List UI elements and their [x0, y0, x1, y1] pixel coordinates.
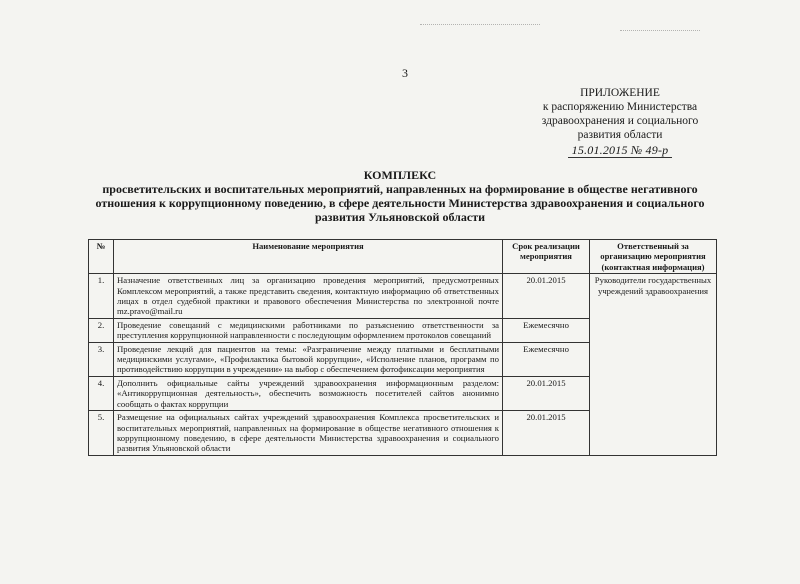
row-name: Проведение совещаний с медицинскими работниками по разъяснению ответственности за преступления коррупционной направленности с последующим оформлением протоколов совещаний	[114, 318, 503, 342]
row-num: 4.	[89, 376, 114, 410]
appendix-line: к распоряжению Министерства	[542, 101, 698, 113]
row-term: 20.01.2015	[503, 274, 590, 319]
row-name: Дополнить официальные сайты учреждений здравоохранения информационным разделом: «Антикоррупционная деятельность», обеспечить возможность посетителей сайтов анонимно сообщать о фактах коррупции	[114, 376, 503, 410]
scan-artifact	[620, 30, 700, 37]
title-line: отношения к коррупционному поведению, в сфере деятельности Министерства здравоохранения и социального	[95, 196, 705, 210]
appendix-header	[520, 86, 720, 158]
title-line: просветительских и воспитательных мероприятий, направленных на формирование в обществе негативного	[102, 182, 698, 196]
header-term: Срок реализации мероприятия	[503, 240, 590, 274]
appendix-line: здравоохранения и социального	[541, 115, 699, 127]
row-term: Ежемесячно	[503, 318, 590, 342]
row-term: 20.01.2015	[503, 376, 590, 410]
row-responsible: Руководители государственных учреждений здравоохранения	[590, 274, 717, 456]
page-number: 3	[402, 66, 408, 80]
row-num: 1.	[89, 274, 114, 319]
header-responsible: Ответственный за организацию мероприятия (контактная информация)	[590, 240, 717, 274]
row-num: 3.	[89, 342, 114, 376]
row-num: 5.	[89, 411, 114, 456]
title-line: развития Ульяновской области	[314, 210, 486, 224]
appendix-line: развития области	[577, 129, 663, 141]
measures-table	[88, 239, 717, 456]
row-name: Проведение лекций для пациентов на темы: «Разграничение между платными и бесплатными медицинскими услугами», «Профилактика бытовой коррупции», «Исполнение планов, программ по противодействию коррупции в учреждении» на выбор с обеспечением фотофиксации мероприятия	[114, 342, 503, 376]
row-name: Размещение на официальных сайтах учреждений здравоохранения Комплекса просветительских и воспитательных мероприятий, направленных на формирование в обществе негативного отношения к коррупционному поведению, в сфере деятельности Министерства здравоохранения и социального развития Ульяновской области	[114, 411, 503, 456]
appendix-title: ПРИЛОЖЕНИЕ	[580, 87, 660, 99]
title-main: КОМПЛЕКС	[363, 168, 437, 182]
table-row	[89, 274, 717, 319]
document-title	[80, 168, 720, 224]
scan-artifact	[420, 24, 540, 33]
header-name: Наименование мероприятия	[114, 240, 503, 274]
row-name: Назначение ответственных лиц за организацию проведения мероприятий, предусмотренных Комплексом мероприятий, а также представить сведения, контактную информацию об ответственных лицах в отдел судебной практики и правового обеспечения Министерства по электронной почте mz.pravo@mail.ru	[114, 274, 503, 319]
row-term: 20.01.2015	[503, 411, 590, 456]
header-num: №	[89, 240, 114, 274]
handwritten-date-number: 15.01.2015 № 49-р	[568, 143, 673, 158]
table-header-row	[89, 240, 717, 274]
row-num: 2.	[89, 318, 114, 342]
row-term: Ежемесячно	[503, 342, 590, 376]
